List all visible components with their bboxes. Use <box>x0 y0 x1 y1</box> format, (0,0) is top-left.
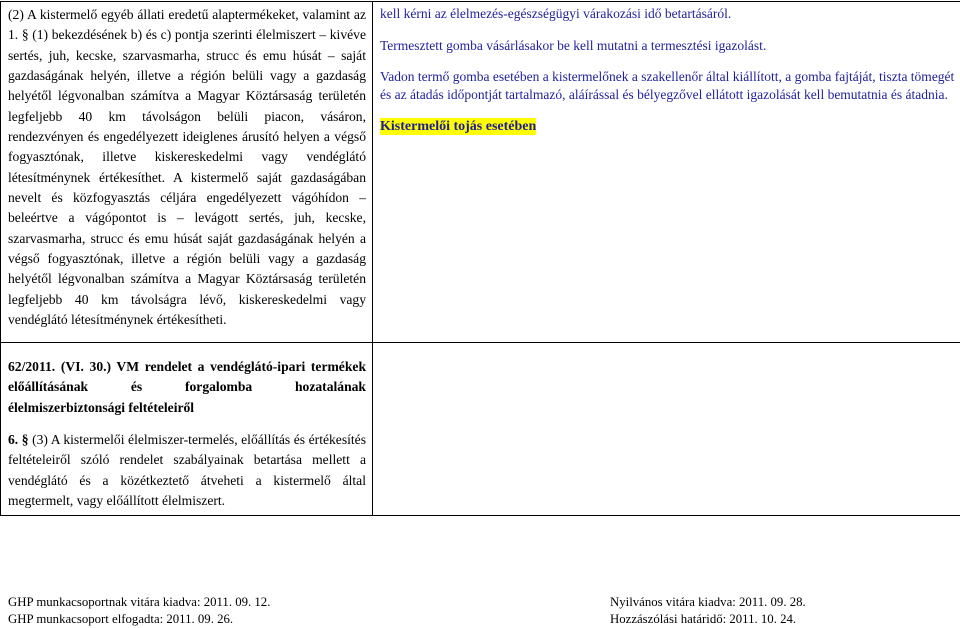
left-paragraph: (2) A kistermelő egyéb állati eredetű alaptermékeket, valamint az 1. § (1) bekezdésének b) és c) pontja szerinti élelmiszert – kivéve sertés, juh, kecske, szarvasmarha, strucc és emu húsát – saját gazdaságának helyén, illetve a régión belüli vagy a gazdaság helyétől légvonalban számítva a Magyar Köztársaság területén legfeljebb 40 km távolságon belüli piacon, vásáron, rendezvényen és engedélyezett ideiglenes árusító helyen a végső fogyasztónak, illetve kiskereskedelmi vagy vendéglátó létesítménynek értékesíthet. A kistermelő saját gazdaságában nevelt és közfogyasztás céljára engedélyezett vágóhídon – beleértve a vágópontot is – levágott sertés, juh, kecske, szarvasmarha, strucc és emu húsát saját gazdaságának helyén a végső fogyasztónak, illetve a régión belüli vagy a gazdaság helyétől légvonalban számítva a Magyar Köztársaság területén legfeljebb 40 km távolságra lévő, kiskereskedelmi vagy vendéglátó létesítménynek értékesítheti. <box>8 5 366 331</box>
table-row <box>1 2 960 343</box>
right-paragraph-3: Vadon termő gomba esetében a kistermelőnek a szakellenőr által kiállított, a gomba fajtáját, tiszta tömegét és az átadás időpontját tartalmazó, aláírással és bélyegzővel ellátott igazolását kell bemutatnia és átadnia. <box>380 68 956 103</box>
regulation-title: 62/2011. (VI. 30.) VM rendelet a vendéglátó-ipari termékek előállításának és forgalomba hozatalának élelmiszerbiztonsági feltételeiről <box>8 357 366 418</box>
footer-right-line2: Hozzászólási határidő: 2011. 10. 24. <box>610 611 796 628</box>
highlighted-heading: Kistermelői tojás esetében <box>380 118 536 135</box>
right-paragraph-2: Termesztett gomba vásárlásakor be kell mutatni a termesztési igazolást. <box>380 37 956 55</box>
footer-left-line1: GHP munkacsoportnak vitára kiadva: 2011. 09. 12. <box>8 594 270 611</box>
paragraph-text: (3) A kistermelői élelmiszer-termelés, előállítás és értékesítés feltételeiről szóló rendelet szabályainak betartása mellett a vendéglátó és a közétkeztető átveheti a kistermelő által megtermelt, vagy előállított élelmiszert. <box>8 432 366 508</box>
footer-right-line1: Nyilvános vitára kiadva: 2011. 09. 28. <box>610 594 806 611</box>
table-row <box>1 343 960 516</box>
left-cell <box>1 343 373 516</box>
right-cell-empty <box>373 343 960 516</box>
footer-left-line2: GHP munkacsoport elfogadta: 2011. 09. 26. <box>8 611 233 628</box>
regulation-paragraph <box>8 430 366 511</box>
right-paragraph-1: kell kérni az élelmezés-egészségügyi várakozási idő betartásáról. <box>380 5 956 23</box>
right-cell <box>373 2 960 343</box>
document-table <box>0 1 960 516</box>
paragraph-number: 6. § <box>8 432 29 447</box>
left-cell <box>1 2 373 343</box>
